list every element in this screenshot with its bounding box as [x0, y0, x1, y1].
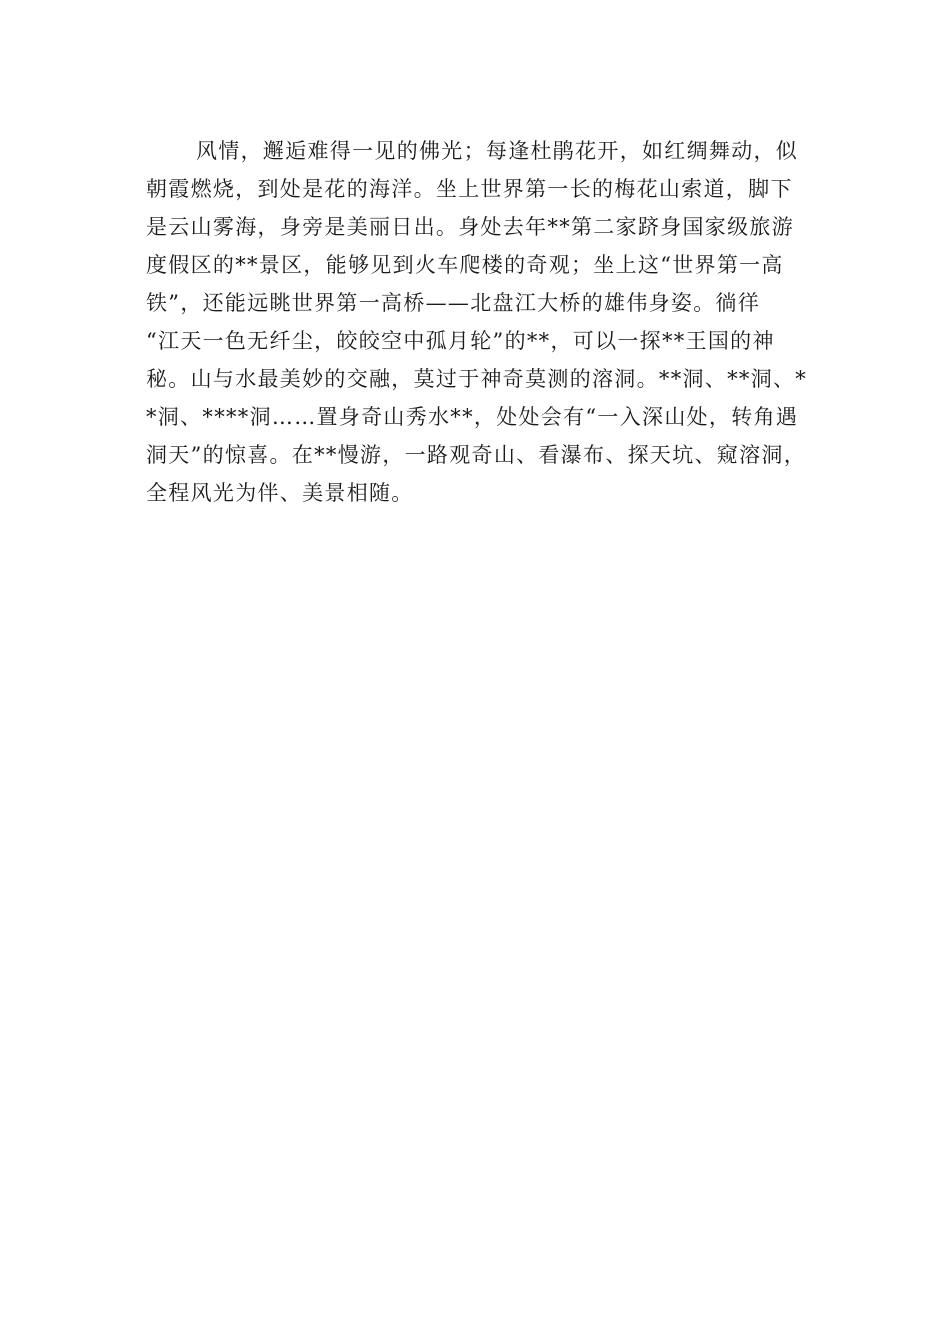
paragraph-line-5: 铁”，还能远眺世界第一高桥——北盘江大桥的雄伟身姿。徜徉	[146, 291, 761, 315]
paragraph-line-2: 朝霞燃烧，到处是花的海洋。坐上世界第一长的梅花山索道，脚下	[146, 177, 793, 201]
body-paragraph	[146, 132, 806, 512]
paragraph-line-1: 风情，邂逅难得一见的佛光；每逢杜鹃花开，如红绸舞动，似	[196, 139, 799, 163]
paragraph-line-8: *洞、****洞……置身奇山秀水**，处处会有“一入深山处，转角遇	[146, 405, 799, 429]
paragraph-line-3: 是云山雾海，身旁是美丽日出。身处去年**第二家跻身国家级旅游	[146, 215, 794, 239]
paragraph-line-9: 洞天”的惊喜。在**慢游，一路观奇山、看瀑布、探天坑、窥溶洞，	[146, 443, 807, 467]
paragraph-line-7: 秘。山与水最美妙的交融，莫过于神奇莫测的溶洞。**洞、**洞、*	[146, 367, 808, 391]
paragraph-line-6: “江天一色无纤尘，皎皎空中孤月轮”的**，可以一探**王国的神	[146, 329, 775, 353]
paragraph-line-10: 全程风光为伴、美景相随。	[146, 481, 414, 505]
paragraph-line-4: 度假区的**景区，能够见到火车爬楼的奇观；坐上这“世界第一高	[146, 253, 784, 277]
